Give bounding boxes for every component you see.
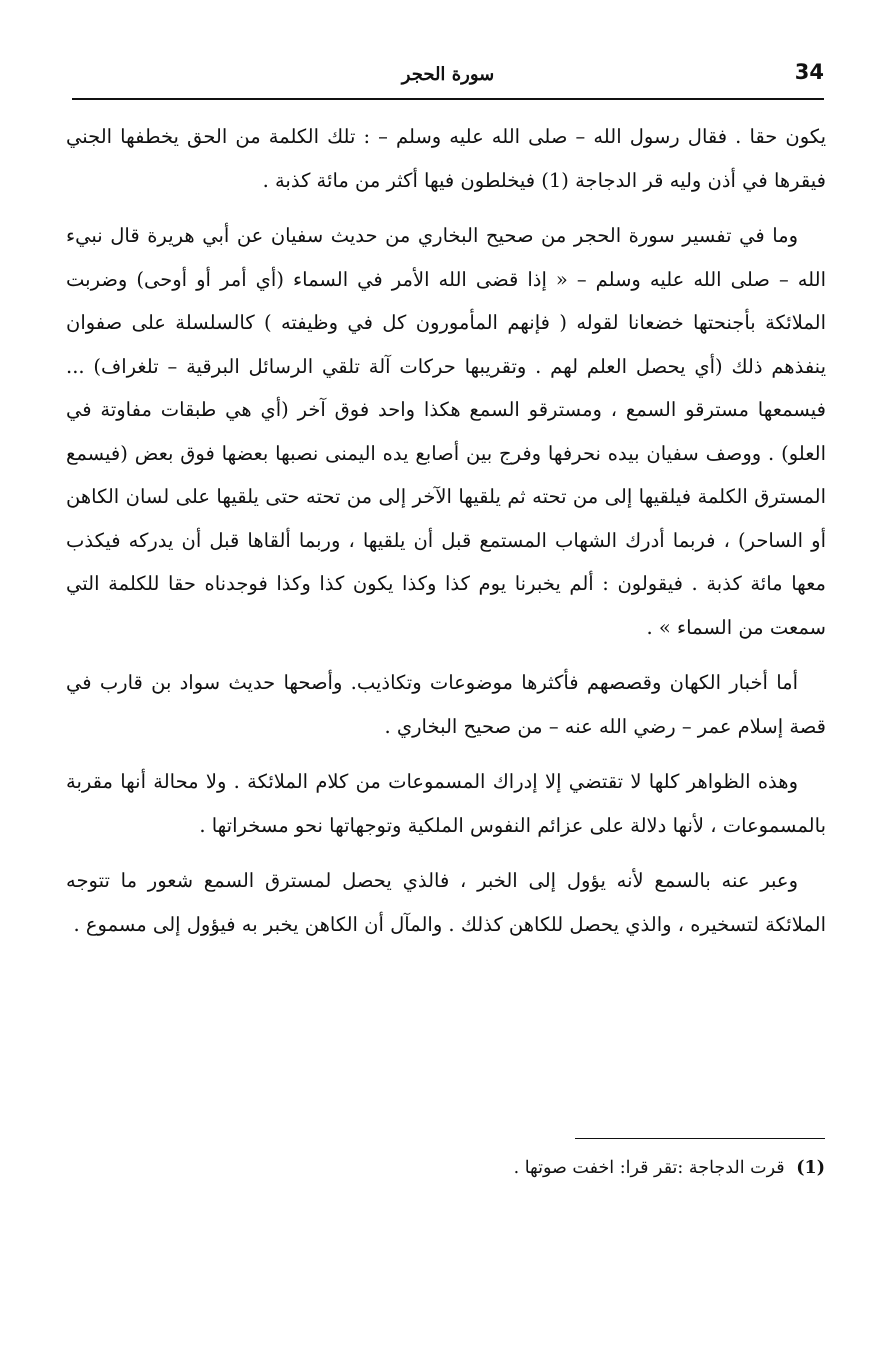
paragraph: يكون حقا . فقال رسول الله – صلى الله عليه وسلم – : تلك الكلمة من الحق يخطفها الجني فيقرها في أذن وليه قر الدجاجة (1) فيخلطون فيها أكثر من مائة كذبة . (66, 125, 826, 192)
page-header (72, 58, 824, 100)
footnote-divider (575, 1138, 825, 1139)
footnote-text: قرت الدجاجة :تقر قرا: اخفت صوتها . (513, 1158, 785, 1178)
paragraph: أما أخبار الكهان وقصصهم فأكثرها موضوعات وتكاذيب. وأصحها حديث سواد بن قارب في قصة إسلام عمر – رضي الله عنه – من صحيح البخاري . (66, 671, 826, 738)
page-number: 34 (794, 60, 824, 84)
footnote (225, 1150, 825, 1186)
footnote-number: (1) (796, 1158, 825, 1178)
paragraph: وما في تفسير سورة الحجر من صحيح البخاري من حديث سفيان عن أبي هريرة قال نبيء الله – صلى الله عليه وسلم – « إذا قضى الله الأمر في السماء (أي أمر أو أوحى) وضربت الملائكة بأجنحتها خضعانا لقوله ( فإنهم المأمورون كل في وظيفته ) كالسلسلة على صفوان ينفذهم ذلك (أي يحصل العلم لهم . وتقريبها حركات آلة تلقي الرسائل البرقية – تلغراف) ... فيسمعها مسترقو السمع ، ومسترقو السمع هكذا واحد فوق آخر (أي هي طبقات مفاوتة في العلو) . ووصف سفيان بيده نحرفها وفرج بين أصابع يده اليمنى نصبها بعضها فوق بعض (فيسمع المسترق الكلمة فيلقيها إلى من تحته ثم يلقيها الآخر إلى من تحته حتى يلقيها على لسان الكاهن أو الساحر) ، فربما أدرك الشهاب المستمع قبل أن يلقيها ، وربما ألقاها قبل أن يدركه فيكذب معها مائة كذبة . فيقولون : ألم يخبرنا يوم كذا وكذا يكون كذا وكذا فوجدناه حقا للكلمة التي سمعت من السماء » . (66, 224, 826, 639)
paragraph: وهذه الظواهر كلها لا تقتضي إلا إدراك المسموعات من كلام الملائكة . ولا محالة أنها مقربة بالمسموعات ، لأنها دلالة على عزائم النفوس الملكية وتوجهاتها نحو مسخراتها . (66, 770, 826, 837)
paragraph: وعبر عنه بالسمع لأنه يؤول إلى الخبر ، فالذي يحصل لمسترق السمع شعور ما تتوجه الملائكة لتسخيره ، والذي يحصل للكاهن كذلك . والمآل أن الكاهن يخبر به فيؤول إلى مسموع . (66, 869, 826, 936)
page-body (66, 115, 826, 958)
running-title: سورة الحجر (401, 64, 495, 85)
